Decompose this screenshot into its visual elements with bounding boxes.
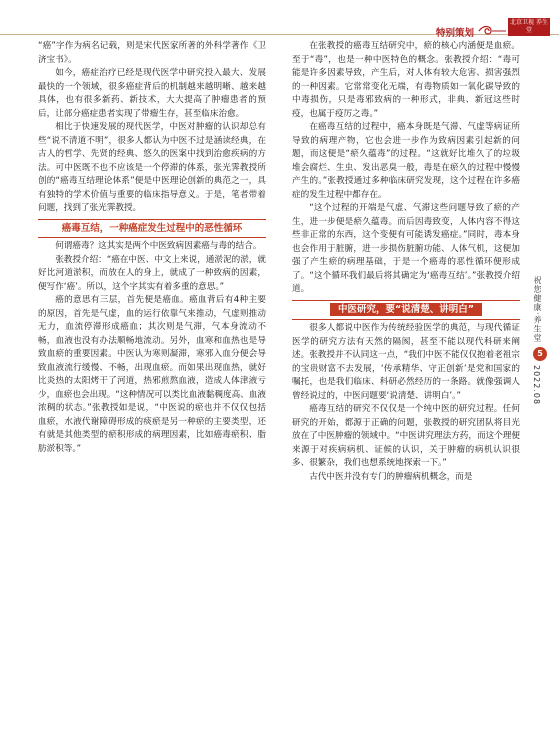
- issue-date: 2022.08: [532, 364, 541, 405]
- right-column: [292, 40, 520, 484]
- swirl-ornament-icon: [477, 24, 507, 38]
- paragraph: 相比于快速发展的现代医学，中医对肿瘤的认识却总有些“说不清道不明”，很多人都认为中医不过是涵读经典，在古人的哲学、先贤的经典、悠久的医案中找到治愈疾病的方法。可中医既不也不应该是一个停滞的体系，张光霁教授所创的“癌毒互结理论体系”便是中医理论创新的典范之一，具有独特的学术价值与重要的临床指导意义。于是，笔者带着问题，找到了张光霁教授。: [38, 122, 266, 213]
- paragraph: “癌”字作为病名记载，则是宋代医家所著的外科学著作《卫济宝书》。: [38, 41, 266, 65]
- brand-logo: 北京卫视 养生堂: [508, 18, 550, 36]
- paragraph: 在癌毒互结的过程中，癌本身既是气滞、气虚等病证所导致的病理产物，它也会进一步作为致病因素引起新的问题，而这便是“瘀久蕴毒”的过程。“这就好比堆久了的垃圾堆会腐烂、生虫、发出恶臭一般，毒是在瘀久的过程中慢慢产生的。”张教授通过多种临床研究发现，这个过程在许多癌症的发生过程中都存在。: [292, 122, 520, 200]
- paragraph: 古代中医并没有专门的肿瘤病机概念，而是: [309, 471, 473, 482]
- page-sidebar: [532, 276, 552, 405]
- paragraph: 癌的意思有三层，首先便是癌血。癌血背后有4种主要的原因，首先是气虚，血的运行依靠气来推动，气虚则推动无力，血流停滞形成癌血；其次则是气滞，气本身流动不畅，血液也没有办法顺畅地流动。另外，血寒和血热也是导致血瘀的重要因素。中医认为寒则凝滞，寒邪入血分便会导致血液流行缓慢、不畅，出现血瘀。而如果出现血热，就好比炎热的太阳烤干了河道，热邪煎熬血液，造成人体津液亏少，血瘀也会出现。“这种情况可以类比血液黏稠度高、血液浓稠的状态。”张教授如是说，“中医说的瘀也并不仅仅包括血瘀，水液代谢障碍形成的痰瘀是另一种瘀的主要类型，还有就是其他类型的瘀积形成的病理因素，比如癌毒瘀积、脂肪淤积等。”: [38, 295, 266, 454]
- paragraph: 很多人都说中医作为传统经验医学的典范，与现代循证医学的研究方法有天然的隔阂，甚至不能以现代科研来阐述。张教授并不认同这一点，“我们中医不能仅仅抱着老祖宗的宝贵财富不去发展，‘传承精华、守正创新’是党和国家的嘱托，也是我们临床、科研必然经历的一条路。就像强调人曾经说过的，中医问题要‘说清楚、讲明白’。”: [292, 323, 520, 401]
- page-number: 5: [533, 347, 547, 361]
- paragraph: 癌毒互结的研究不仅仅是一个纯中医的研究过程。任何研究的开始，都源于正确的问题，张教授的研究团队将目光放在了中医肿瘤的领域中。“中医讲究理法方药，而这个理便来源于对疾病病机、证候的认识，关于肿瘤的病机认识很多、很繁杂，我们也想系统地探索一下。”: [292, 404, 520, 468]
- paragraph: “这个过程的开端是气虚、气滞这些问题导致了瘀的产生，进一步便是瘀久蕴毒。而后因毒致变，人体内容不得这些非正常的东西，这个变便有可能诱发癌症。”同时，毒本身也会作用于脏腑，进一步损伤脏腑功能、人体气机，这便加强了产生瘀的病理基础，于是一个癌毒的恶性循环便形成了。“这个循环我们最后将其确定为‘癌毒互结’。”张教授介绍道。: [292, 203, 520, 294]
- section-heading: [292, 300, 520, 321]
- left-column: [38, 40, 266, 456]
- paragraph: 何谓癌毒？这其实是两个中医致病因素癌与毒的结合。: [55, 241, 262, 251]
- section-heading-label: 中医研究，要“说清楚、讲明白”: [330, 303, 482, 316]
- paragraph: 在张教授的癌毒互结研究中，瘀的核心内涵便是血瘀。至于“毒”，也是一种中医特色的概念。张教授介绍：“毒可能是许多因素导致，产生后，对人体有较大危害、损害强烈的一种因素。它常常变化无端，有毒物质如一氧化碳导致的中毒损伤，只是毒邪致病的一种形式，非典、新冠这些时疫，也属于疫厉之毒。”: [292, 41, 520, 119]
- header-rule: [0, 34, 559, 35]
- paragraph: 张教授介绍：“癌在中医、中文上来说，通淤泥的淤，就好比河道淤积，而放在人的身上，就成了一种致病的因素，便写作‘癌’。所以，这个字其实有着多重的意思。”: [38, 254, 266, 292]
- magazine-name: 祝您健康·养生堂: [533, 276, 542, 343]
- paragraph: 如今，癌症治疗已经是现代医学中研究投入最大、发展最快的一个领域，很多癌症背后的机制越来越明晰、越来越具体，也有很多新药、新技术，大大提高了肿瘤患者的预后，让部分癌症患者实现了带瘤生存，甚至临床治愈。: [38, 68, 266, 119]
- section-title: 特别策划: [436, 28, 475, 39]
- section-heading: 癌毒互结，一种癌症发生过程中的恶性循环: [38, 219, 266, 239]
